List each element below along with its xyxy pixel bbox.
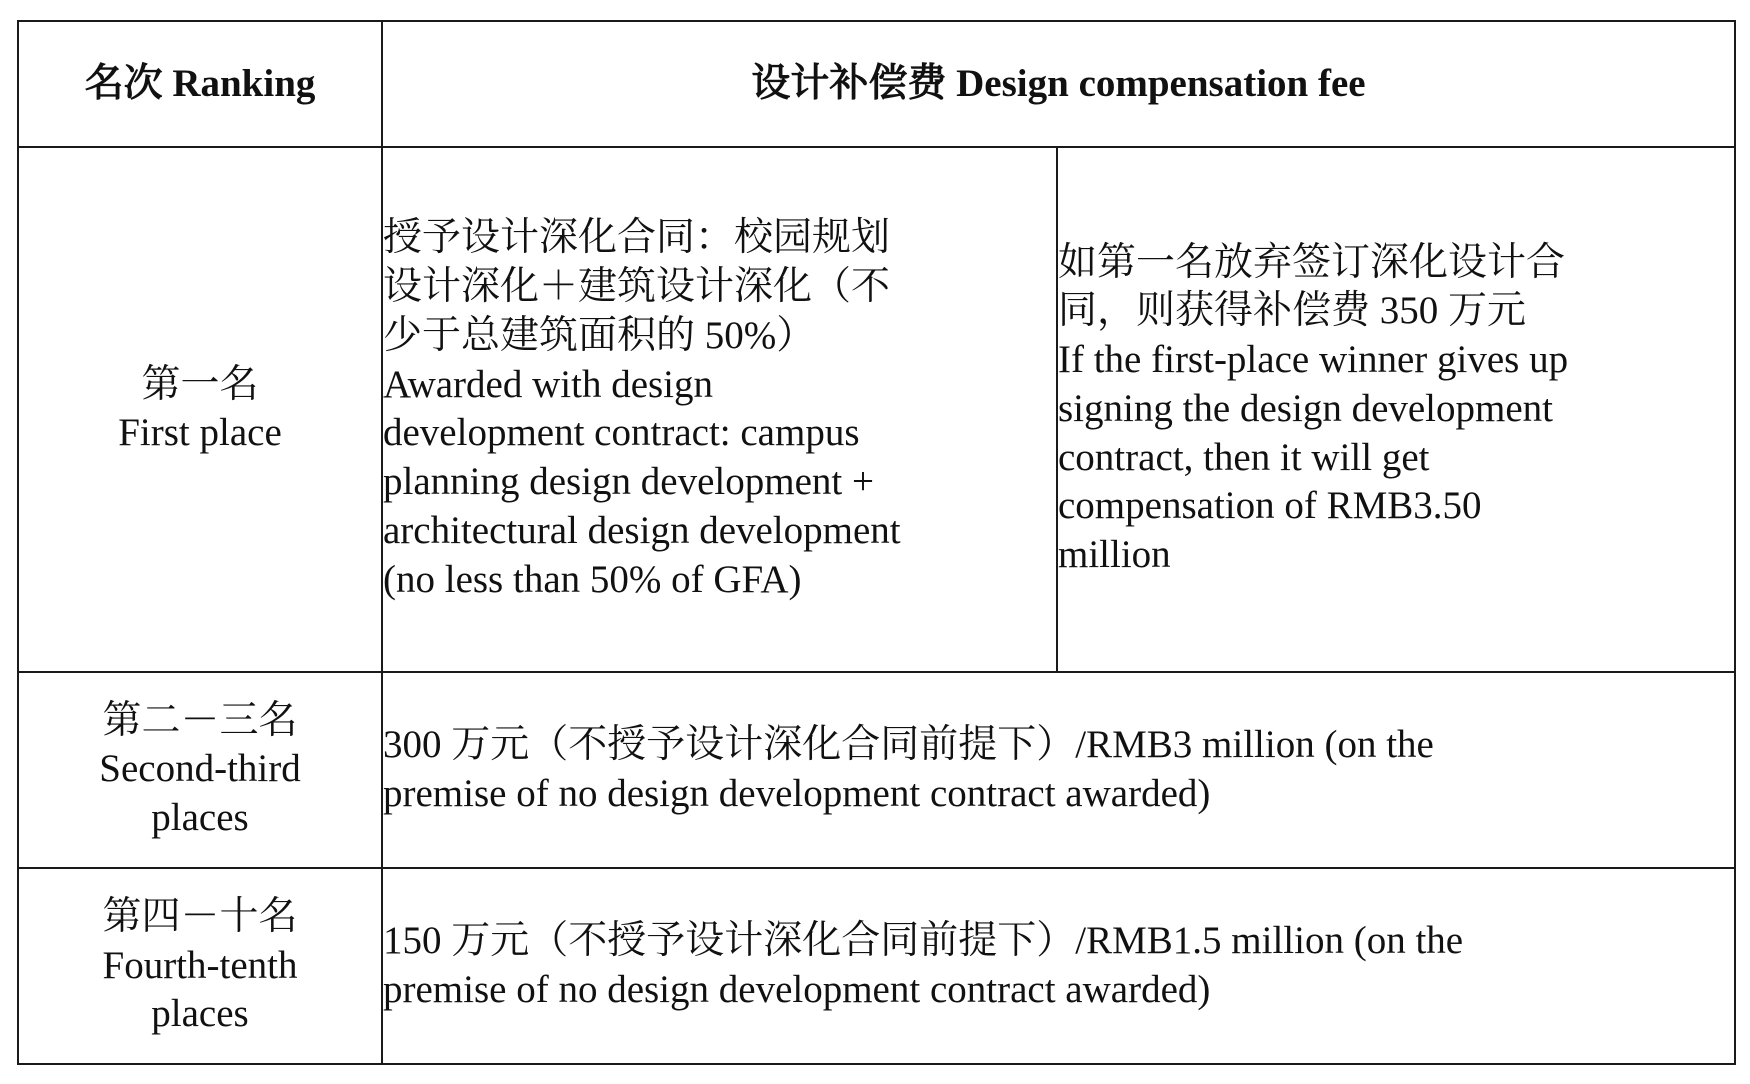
table-row-second-third [18, 672, 1735, 868]
rank-cell-fourth-tenth [18, 868, 382, 1064]
award-line: 授予设计深化合同：校园规划 [383, 216, 891, 260]
rank-first-cn: 第一名 [141, 362, 259, 406]
fee-line: premise of no design development contract awarded) [383, 771, 1211, 815]
rank-line: Fourth-tenth [102, 943, 298, 987]
first-place-alternative-cell [1057, 147, 1735, 672]
alternative-line: 如第一名放弃签订深化设计合 [1058, 240, 1566, 284]
fee-line: 300 万元（不授予设计深化合同前提下）/RMB3 million (on the [383, 722, 1434, 766]
rank-cell-first [18, 147, 382, 672]
table-header-row [18, 21, 1735, 147]
rank-line: Second-third [99, 747, 301, 791]
header-design-compensation-fee: 设计补偿费 Design compensation fee [382, 21, 1735, 147]
table-row-first-place [18, 147, 1735, 672]
header-ranking: 名次 Ranking [18, 21, 382, 147]
rank-line: 第四－十名 [102, 894, 298, 938]
alternative-line: contract, then it will get [1058, 435, 1430, 479]
award-line: 少于总建筑面积的 50%） [383, 313, 816, 357]
award-line: development contract: campus [383, 411, 860, 455]
fee-line: 150 万元（不授予设计深化合同前提下）/RMB1.5 million (on the [383, 919, 1464, 963]
alternative-line: 同，则获得补偿费 350 万元 [1058, 289, 1527, 333]
award-line: (no less than 50% of GFA) [383, 557, 802, 601]
rank-first-en: First place [118, 411, 282, 455]
rank-cell-second-third [18, 672, 382, 868]
award-line: architectural design development [383, 508, 901, 552]
award-line: Awarded with design [383, 362, 714, 406]
compensation-table [17, 20, 1736, 1065]
award-line: planning design development + [383, 460, 874, 504]
rank-line: places [151, 992, 249, 1036]
award-line: 设计深化＋建筑设计深化（不 [383, 265, 891, 309]
alternative-line: signing the design development [1058, 386, 1554, 430]
alternative-line: compensation of RMB3.50 [1058, 484, 1482, 528]
table-row-fourth-tenth [18, 868, 1735, 1064]
fee-line: premise of no design development contract awarded) [383, 967, 1211, 1011]
second-third-fee-cell [382, 672, 1735, 868]
rank-line: places [151, 796, 249, 840]
rank-line: 第二－三名 [102, 698, 298, 742]
alternative-line: million [1058, 533, 1171, 577]
alternative-line: If the first-place winner gives up [1058, 338, 1569, 382]
compensation-table-frame [17, 20, 1734, 1065]
first-place-award-cell [382, 147, 1057, 672]
fourth-tenth-fee-cell [382, 868, 1735, 1064]
